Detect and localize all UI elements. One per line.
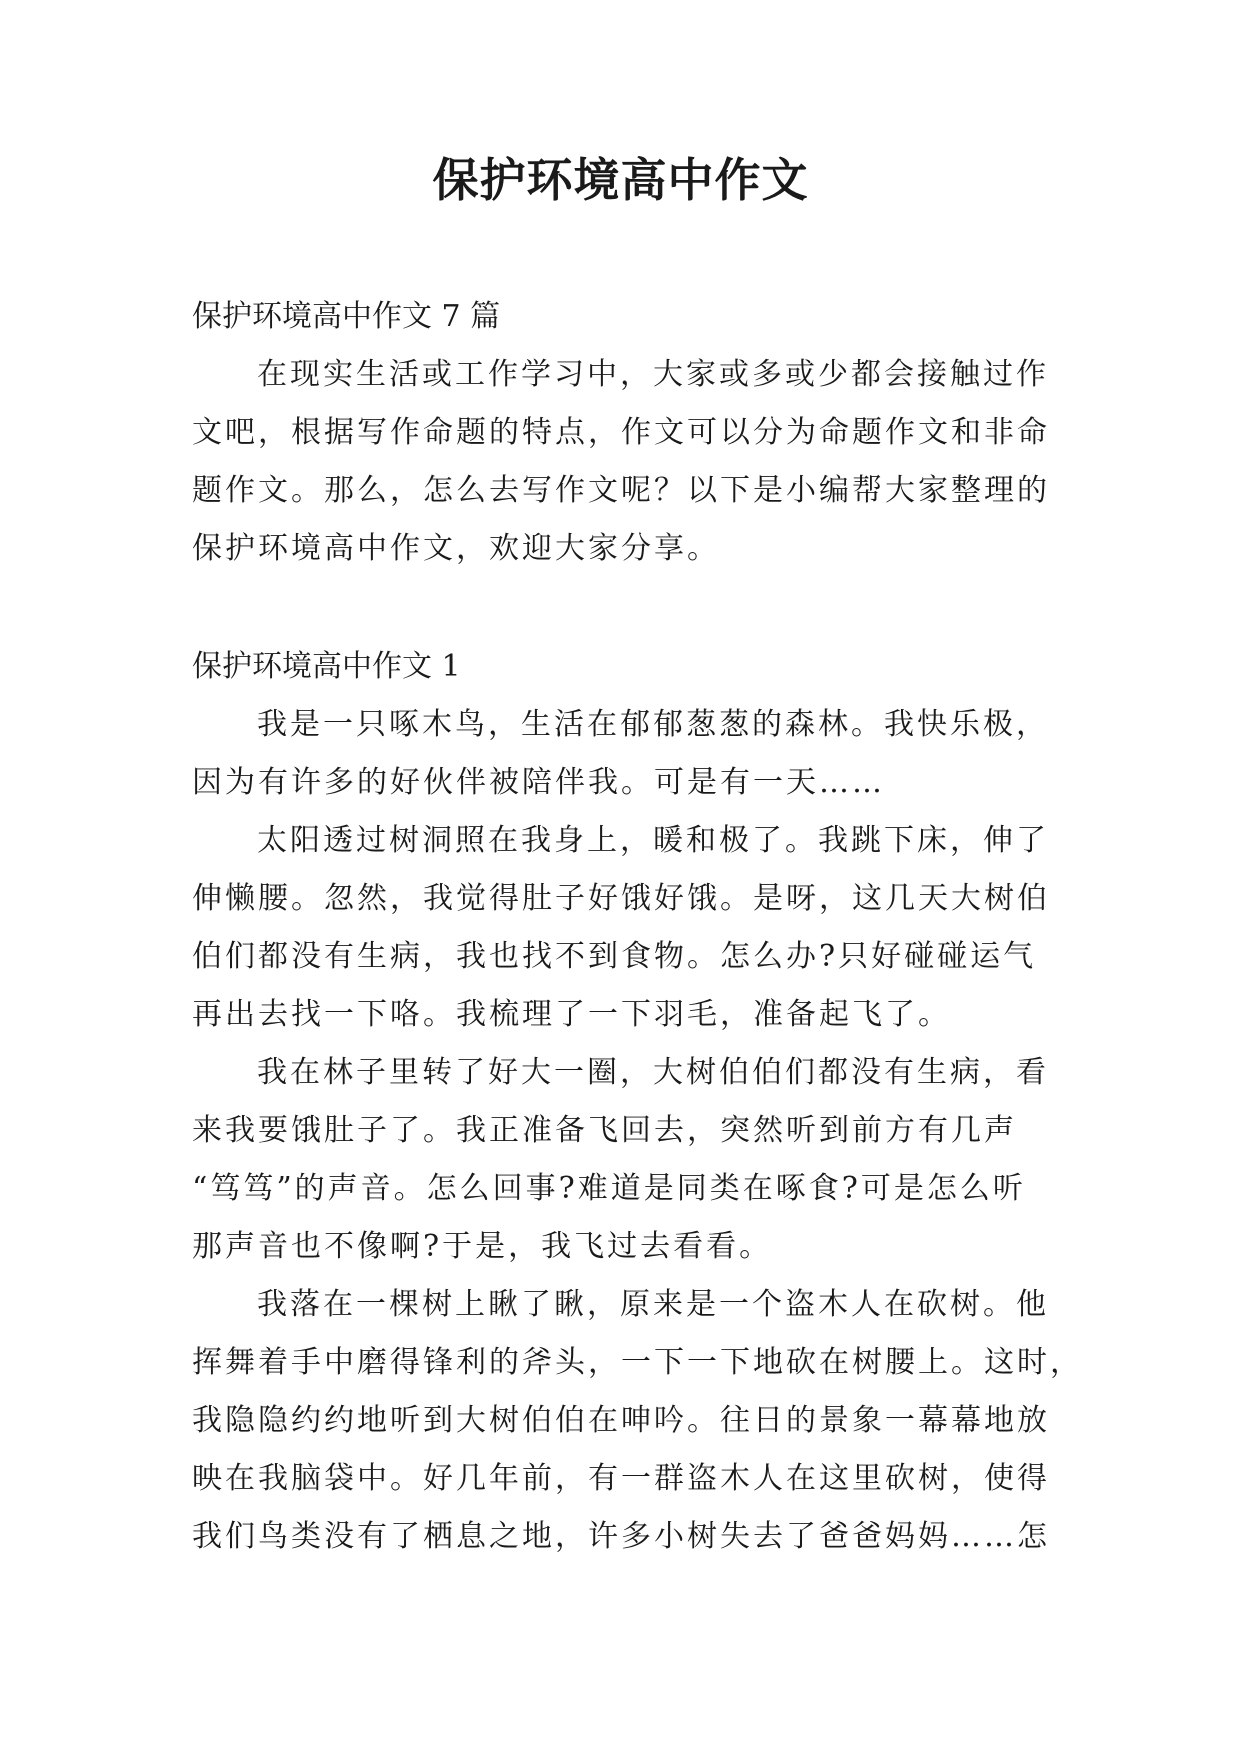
intro-heading: 保护环境高中作文 7 篇 [192,299,501,334]
text-line: 我是一只啄木鸟，生活在郁郁葱葱的森林。我快乐极， [257,707,1049,742]
text-line: 我隐隐约约地听到大树伯伯在呻吟。往日的景象一幕幕地放 [192,1403,1050,1438]
text-line: 伸懒腰。忽然，我觉得肚子好饿好饿。是呀，这几天大树伯 [192,881,1050,916]
text-line: 我们鸟类没有了栖息之地，许多小树失去了爸爸妈妈……怎 [192,1519,1050,1554]
text-line: 映在我脑袋中。好几年前，有一群盗木人在这里砍树，使得 [192,1461,1050,1496]
paragraph [192,812,1050,1044]
document-body [192,288,1083,1566]
paragraph [192,1044,1050,1276]
text-line: 文吧，根据写作命题的特点，作文可以分为命题作文和非命 [192,415,1050,450]
paragraph [192,696,1050,812]
text-line: 我在林子里转了好大一圈，大树伯伯们都没有生病，看 [257,1055,1049,1090]
text-line: 保护环境高中作文，欢迎大家分享。 [192,531,720,566]
section-heading: 保护环境高中作文 1 [192,649,461,684]
text-line: 来我要饿肚子了。我正准备飞回去，突然听到前方有几声 [192,1113,1017,1148]
text-line: 伯们都没有生病，我也找不到食物。怎么办?只好碰碰运气 [192,939,1037,974]
text-line: 题作文。那么，怎么去写作文呢？以下是小编帮大家整理的 [192,473,1050,508]
document-title: 保护环境高中作文 [432,153,809,207]
text-line: 因为有许多的好伙伴被陪伴我。可是有一天…… [192,765,885,800]
text-line: 在现实生活或工作学习中，大家或多或少都会接触过作 [257,357,1049,392]
text-line: 挥舞着手中磨得锋利的斧头，一下一下地砍在树腰上。这时， [192,1345,1083,1380]
text-line: 那声音也不像啊?于是，我飞过去看看。 [192,1229,773,1264]
text-line: 再出去找一下咯。我梳理了一下羽毛，准备起飞了。 [192,997,951,1032]
paragraph [192,1276,1083,1566]
text-line: 我落在一棵树上瞅了瞅，原来是一个盗木人在砍树。他 [257,1287,1049,1322]
text-line: “笃笃”的声音。怎么回事?难道是同类在啄食?可是怎么听 [192,1171,1026,1206]
intro-paragraph [192,346,1050,578]
text-line: 太阳透过树洞照在我身上，暖和极了。我跳下床，伸了 [257,823,1049,858]
spacer [192,578,1050,638]
